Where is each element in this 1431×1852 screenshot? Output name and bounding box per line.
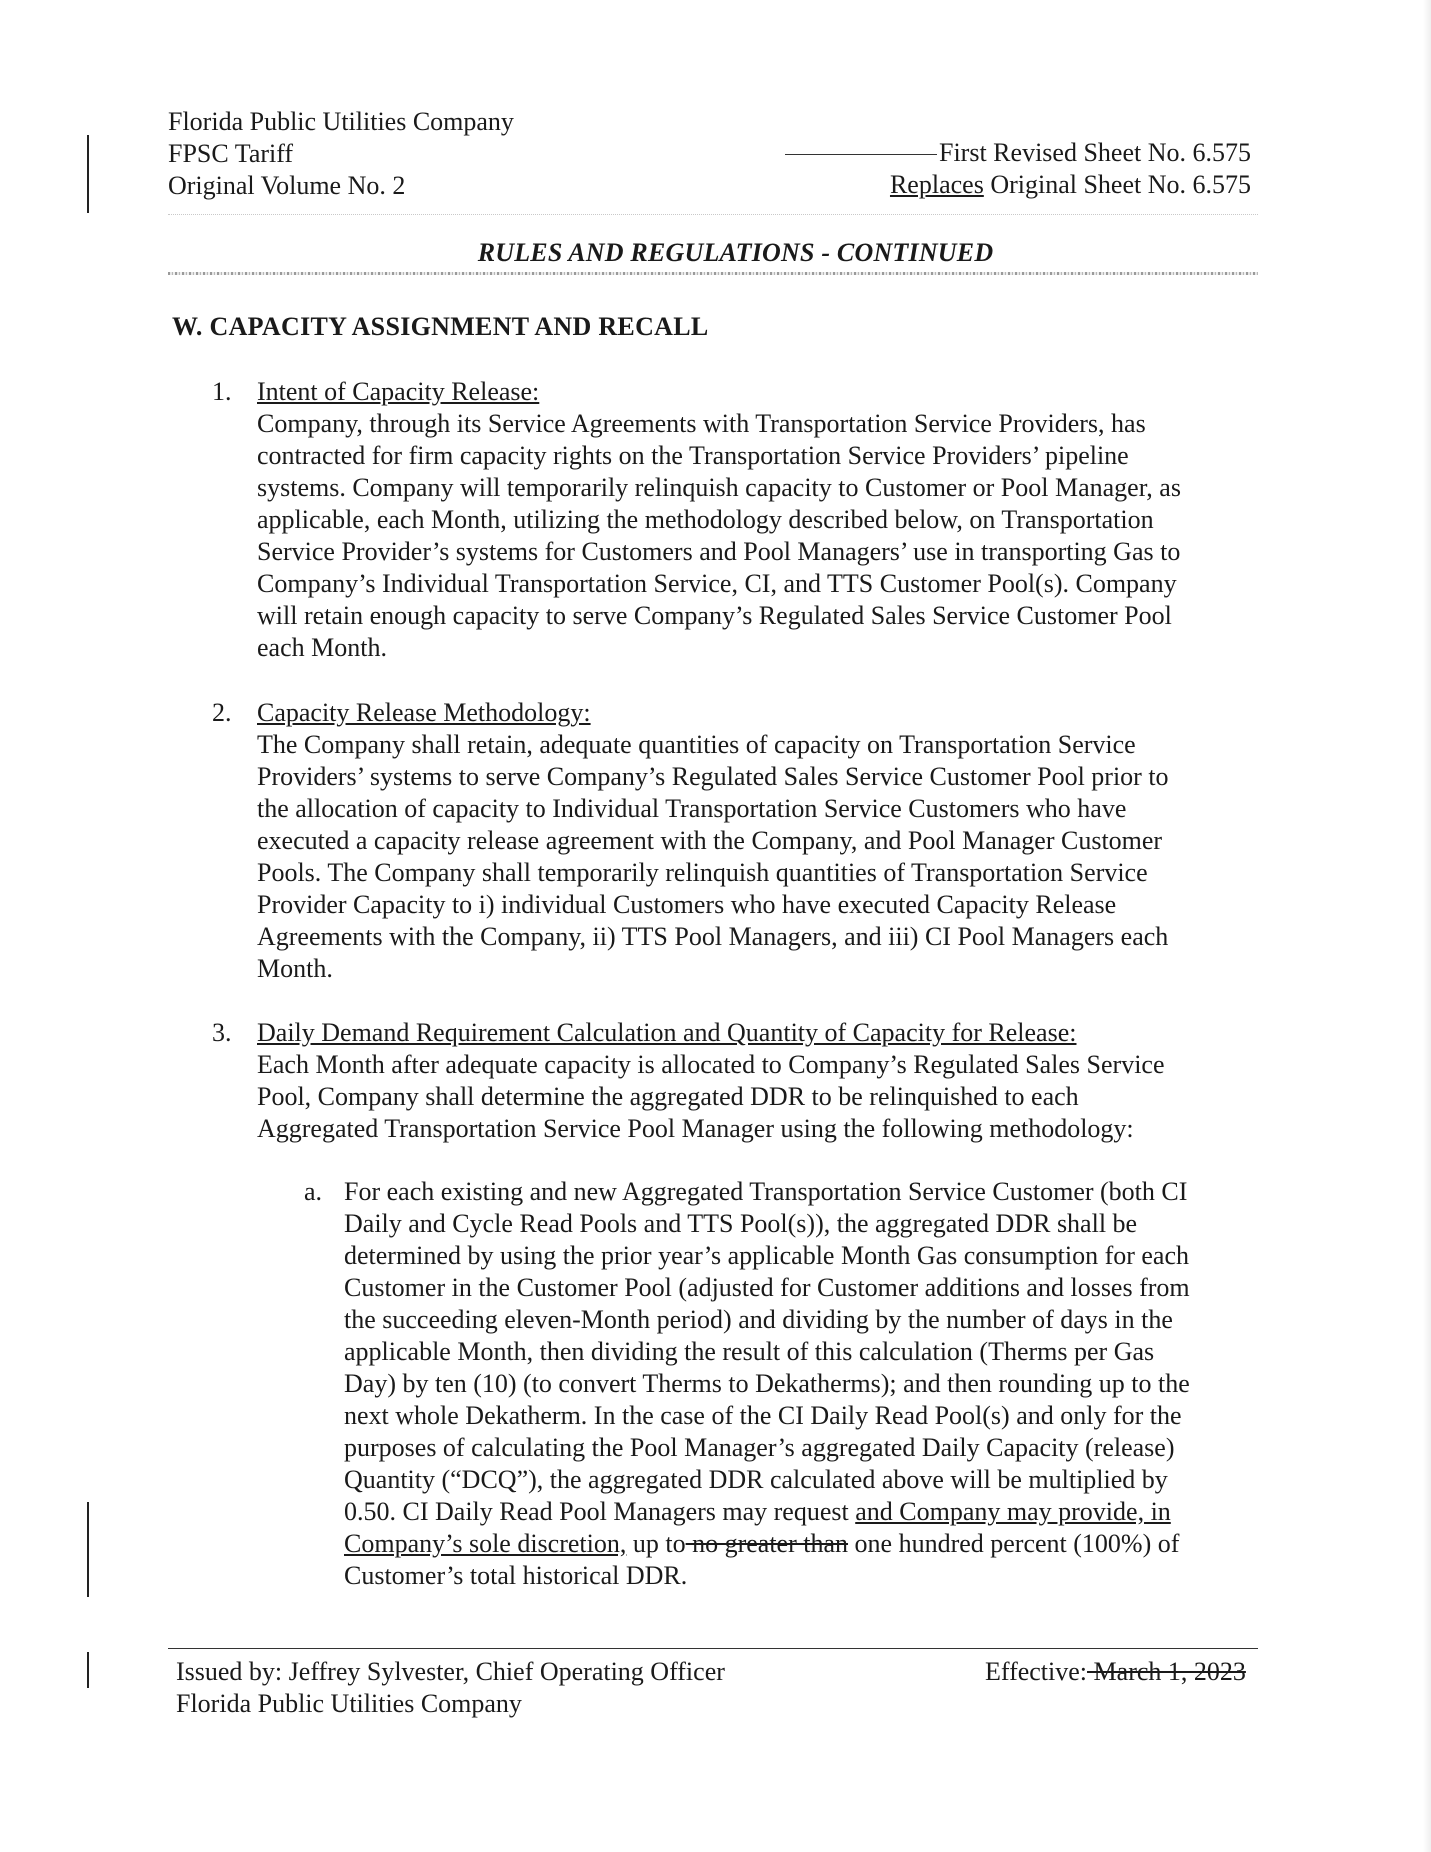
list-item-number: 3. xyxy=(212,1018,232,1047)
revision-bar-body xyxy=(87,1502,89,1597)
footer-issuer-block xyxy=(176,1656,725,1720)
header-divider xyxy=(168,214,1258,215)
paragraph-line: applicable Month, then dividing the result of this calculation (Therms per Gas xyxy=(344,1337,1155,1366)
paragraph-line: Providers’ systems to serve Company’s Regulated Sales Service Customer Pool prior to xyxy=(257,762,1169,791)
paragraph-line: Day) by ten (10) (to convert Therms to Dekatherms); and then rounding up to the xyxy=(344,1369,1190,1398)
paragraph-line: applicable, each Month, utilizing the methodology described below, on Transportation xyxy=(257,505,1154,534)
paragraph-line: Daily and Cycle Read Pools and TTS Pool(s)), the aggregated DDR shall be xyxy=(344,1209,1138,1238)
section-heading: W. CAPACITY ASSIGNMENT AND RECALL xyxy=(172,312,709,341)
footer-effective xyxy=(985,1656,1246,1688)
paragraph-line: Company’s sole discretion, up to no greater than one hundred percent (100%) of xyxy=(344,1529,1180,1558)
footer-company: Florida Public Utilities Company xyxy=(176,1689,522,1718)
header-replaces: Replaces Original Sheet No. 6.575 xyxy=(889,170,1251,199)
paragraph-line: Customer in the Customer Pool (adjusted for Customer additions and losses from xyxy=(344,1273,1190,1302)
footer-issued-by: Issued by: Jeffrey Sylvester, Chief Operating Officer xyxy=(176,1657,725,1686)
sub-item-letter: a. xyxy=(304,1177,323,1206)
paragraph-line: For each existing and new Aggregated Transportation Service Customer (both CI xyxy=(344,1177,1188,1206)
deleted-text: no greater than xyxy=(685,1529,849,1558)
header-replaces-word: Replaces xyxy=(889,170,984,199)
header-company-block xyxy=(168,106,514,202)
revision-bar-footer xyxy=(87,1652,89,1688)
paragraph-line: determined by using the prior year’s applicable Month Gas consumption for each xyxy=(344,1241,1190,1270)
paragraph-line: Month. xyxy=(257,954,333,983)
list-item-title: Capacity Release Methodology: xyxy=(257,698,591,727)
paragraph-line: The Company shall retain, adequate quantities of capacity on Transportation Service xyxy=(257,730,1136,759)
paragraph-line: Provider Capacity to i) individual Customers who have executed Capacity Release xyxy=(257,890,1117,919)
footer-effective-label: Effective: xyxy=(985,1657,1088,1686)
paragraph-line: each Month. xyxy=(257,633,387,662)
paragraph-line: the allocation of capacity to Individual Transportation Service Customers who have xyxy=(257,794,1127,823)
paragraph-line: will retain enough capacity to serve Company’s Regulated Sales Service Customer Pool xyxy=(257,601,1172,630)
section-title-rule xyxy=(168,272,1258,275)
paragraph-line: 0.50. CI Daily Read Pool Managers may request and Company may provide, in xyxy=(344,1497,1171,1526)
header-sheet-number: First Revised Sheet No. 6.575 xyxy=(785,137,1251,169)
list-item-number: 1. xyxy=(212,377,232,406)
footer-effective-deleted-date: March 1, 2023 xyxy=(1087,1657,1246,1686)
paragraph-line: Pool, Company shall determine the aggregated DDR to be relinquished to each xyxy=(257,1082,1079,1111)
paragraph-line: the succeeding eleven-Month period) and dividing by the number of days in the xyxy=(344,1305,1173,1334)
paragraph-line: Pools. The Company shall temporarily relinquish quantities of Transportation Service xyxy=(257,858,1148,887)
paragraph-line: Customer’s total historical DDR. xyxy=(344,1561,688,1590)
paragraph-line: Aggregated Transportation Service Pool Manager using the following methodology: xyxy=(257,1114,1134,1143)
footer-divider xyxy=(168,1648,1258,1649)
paragraph-line: next whole Dekatherm. In the case of the CI Daily Read Pool(s) and only for the xyxy=(344,1401,1182,1430)
paragraph-line: systems. Company will temporarily relinquish capacity to Customer or Pool Manager, as xyxy=(257,473,1181,502)
paragraph-line: Quantity (“DCQ”), the aggregated DDR calculated above will be multiplied by xyxy=(344,1465,1168,1494)
paragraph-line: Service Provider’s systems for Customers and Pool Managers’ use in transporting Gas to xyxy=(257,537,1181,566)
paragraph-line: contracted for firm capacity rights on the Transportation Service Providers’ pipeline xyxy=(257,441,1129,470)
header-volume: Original Volume No. 2 xyxy=(168,171,406,200)
paragraph-line: executed a capacity release agreement with the Company, and Pool Manager Customer xyxy=(257,826,1163,855)
inserted-text: Company’s sole discretion, xyxy=(344,1529,627,1558)
header-tariff: FPSC Tariff xyxy=(168,139,294,168)
revision-bar-header xyxy=(87,135,89,213)
paragraph-line: Agreements with the Company, ii) TTS Pool Managers, and iii) CI Pool Managers each xyxy=(257,922,1169,951)
paragraph-line: Company, through its Service Agreements with Transportation Service Providers, has xyxy=(257,409,1146,438)
header-sheet-block xyxy=(785,137,1251,201)
inserted-text: and Company may provide, in xyxy=(855,1497,1171,1526)
list-item-number: 2. xyxy=(212,698,232,727)
scan-edge-shadow xyxy=(1423,0,1431,1852)
list-item-title: Daily Demand Requirement Calculation and Quantity of Capacity for Release: xyxy=(257,1018,1077,1047)
list-item-title: Intent of Capacity Release: xyxy=(257,377,540,406)
paragraph-line: Company’s Individual Transportation Service, CI, and TTS Customer Pool(s). Company xyxy=(257,569,1177,598)
header-blank-rule xyxy=(785,154,937,155)
section-title: RULES AND REGULATIONS - CONTINUED xyxy=(477,238,994,267)
paragraph-line: purposes of calculating the Pool Manager’s aggregated Daily Capacity (release) xyxy=(344,1433,1175,1462)
paragraph-line: Each Month after adequate capacity is allocated to Company’s Regulated Sales Service xyxy=(257,1050,1165,1079)
header-company-name: Florida Public Utilities Company xyxy=(168,107,514,136)
